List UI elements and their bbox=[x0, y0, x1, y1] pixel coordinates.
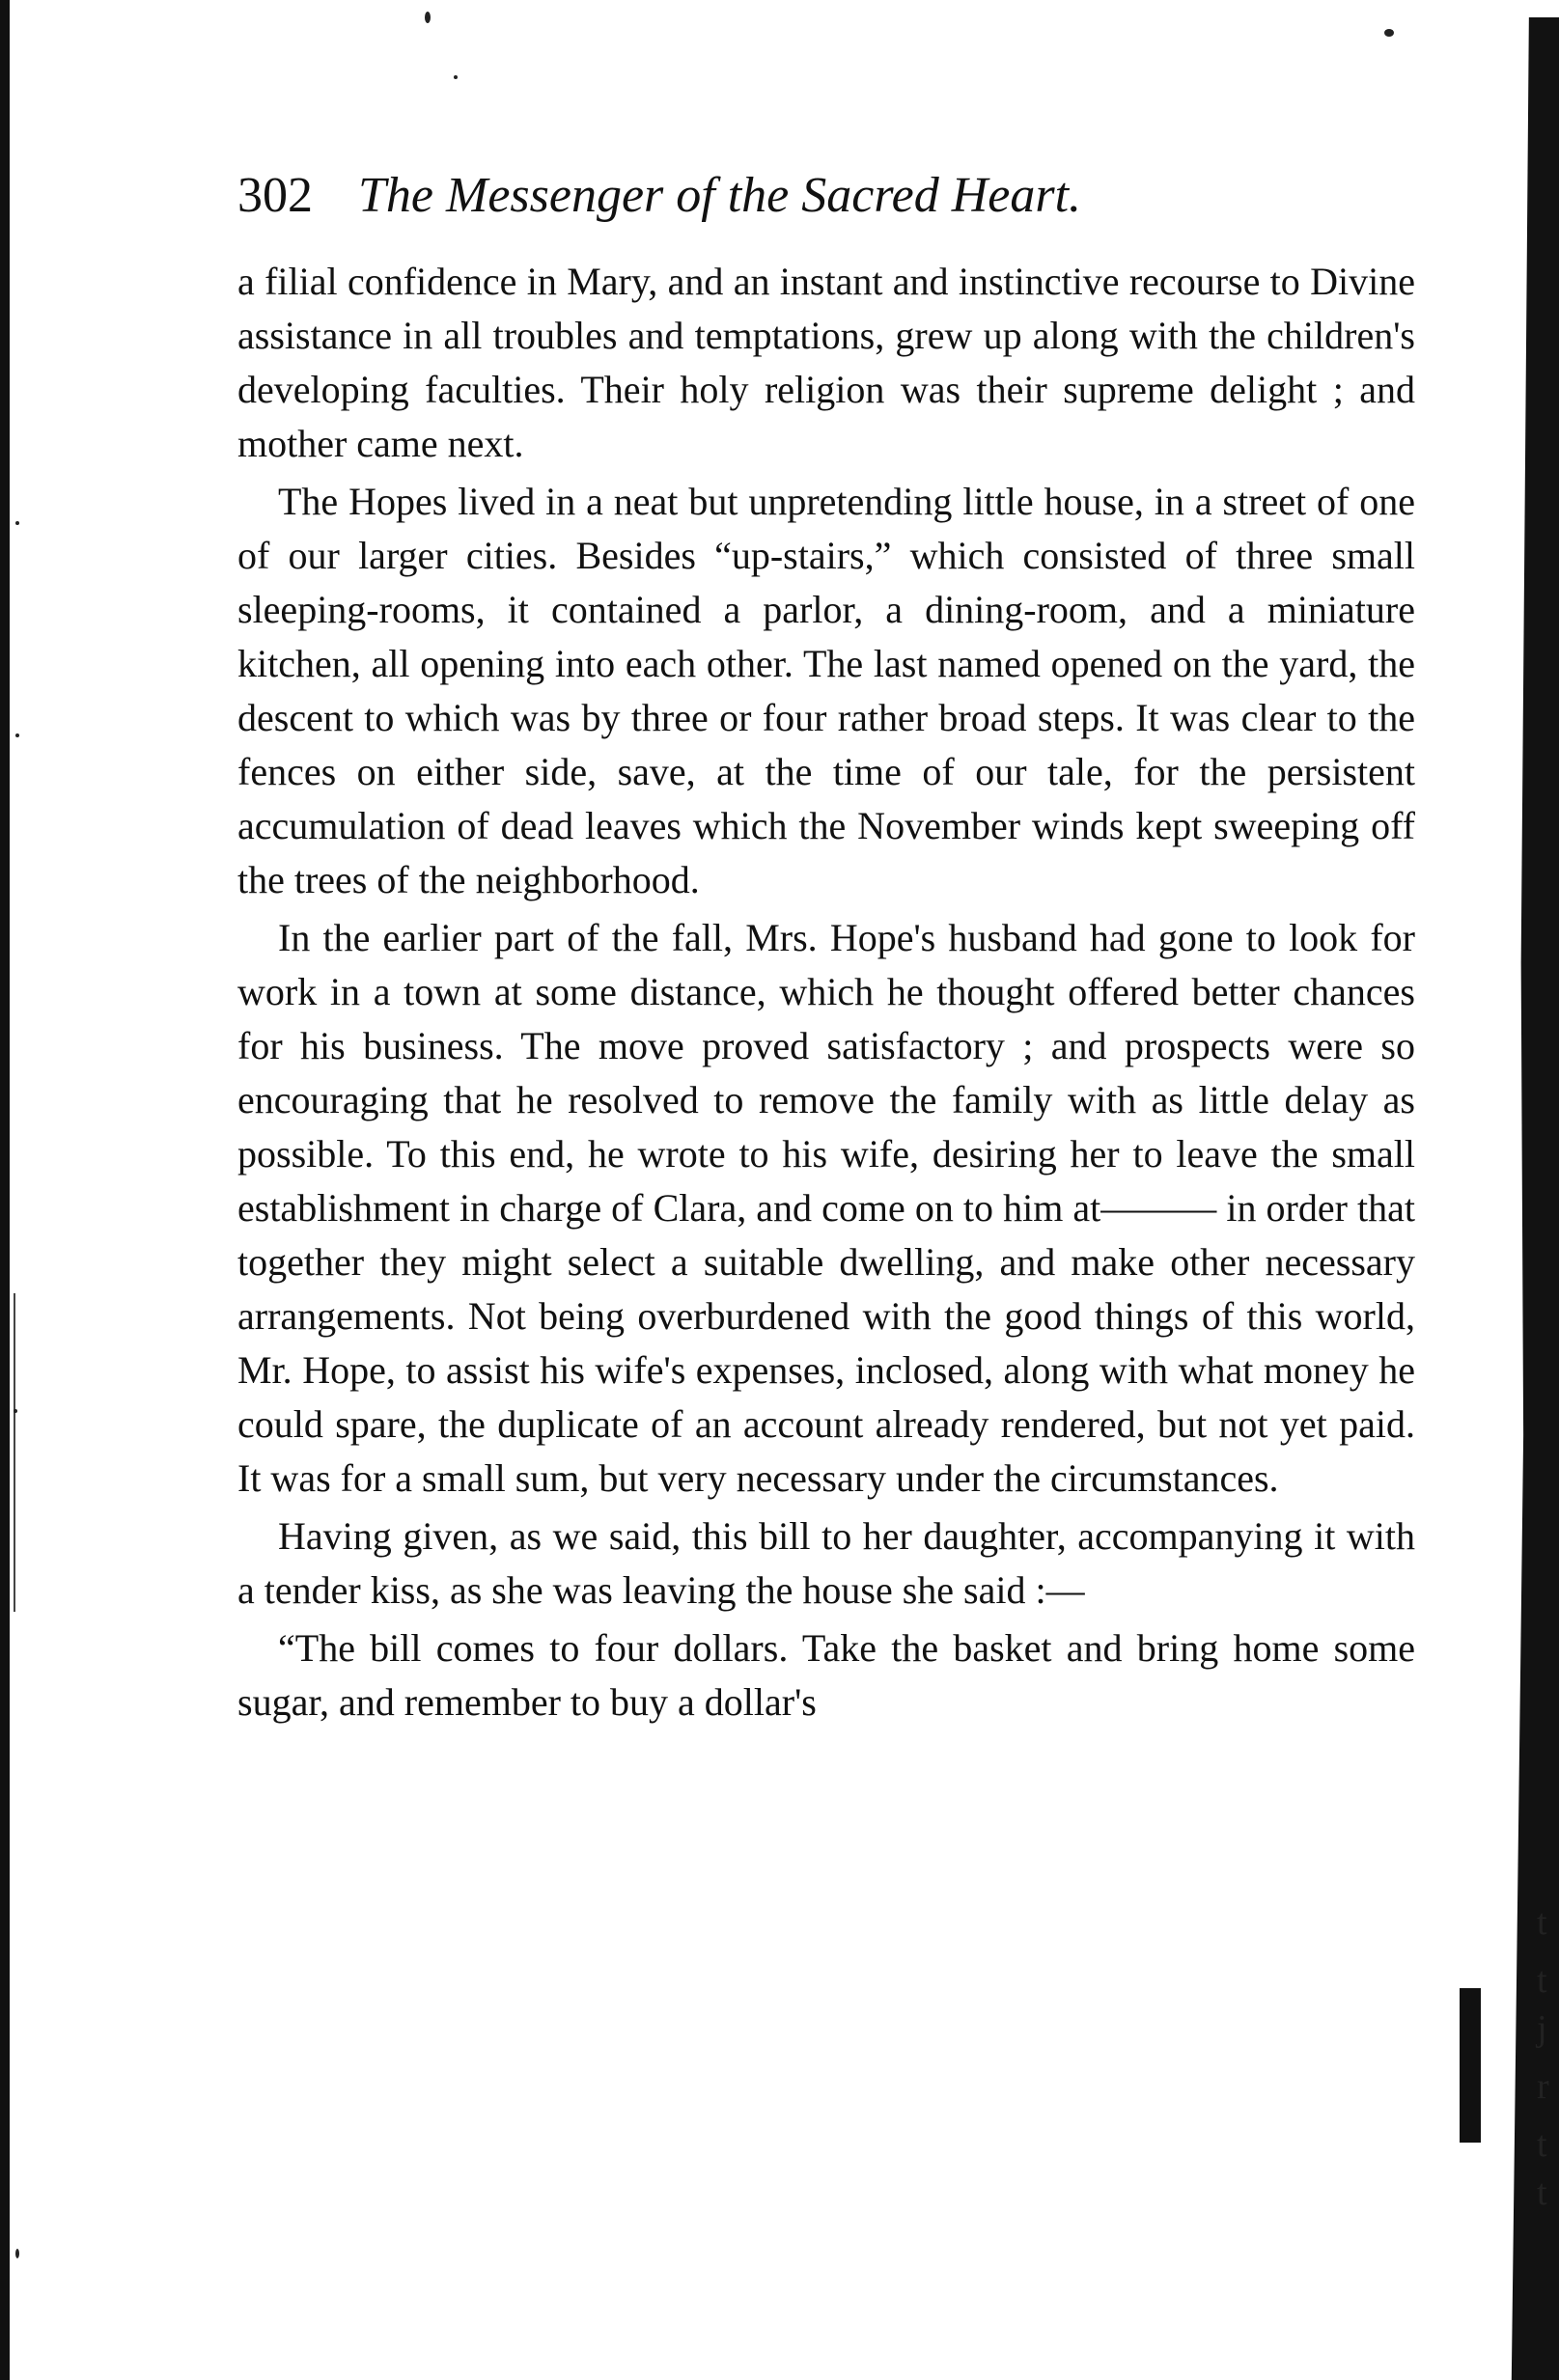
paragraph: Having given, as we said, this bill to her daughter, accompanying it with a tender kiss, as she was leaving the house she said :— bbox=[237, 1514, 1415, 1612]
page-edge-left-shadow bbox=[14, 1293, 15, 1612]
page-edge-left bbox=[0, 0, 10, 2380]
scan-speck bbox=[454, 75, 458, 79]
scan-speck bbox=[1384, 29, 1394, 37]
page-edge-right-band bbox=[1460, 1988, 1481, 2143]
running-title: The Messenger of the Sacred Heart. bbox=[358, 168, 1082, 223]
margin-fragment: t bbox=[1537, 1960, 1547, 2001]
scan-speck bbox=[15, 521, 19, 525]
page-content bbox=[237, 162, 1415, 1730]
scan-speck bbox=[14, 1409, 17, 1413]
scan-speck bbox=[15, 733, 19, 737]
scan-speck bbox=[425, 12, 431, 23]
page-number: 302 bbox=[237, 168, 313, 223]
paragraph: “The bill comes to four dollars. Take the basket and bring home some sugar, and remember to buy a dollar's bbox=[237, 1626, 1415, 1724]
paragraph: a filial confidence in Mary, and an instant and instinctive recourse to Divine assistance in all troubles and temptations, grew up along with the children's developing faculties. Their holy religion was their supreme delight ; and mother came next. bbox=[237, 260, 1415, 465]
margin-fragment: t bbox=[1537, 2172, 1547, 2213]
scan-speck bbox=[15, 2249, 19, 2258]
margin-fragment: j bbox=[1537, 2008, 1547, 2049]
margin-fragment: r bbox=[1537, 2066, 1549, 2107]
margin-fragment: t bbox=[1537, 1902, 1547, 1943]
paragraph: In the earlier part of the fall, Mrs. Hope's husband had gone to look for work in a town at some distance, which he thought offered better chances for his business. The move proved satisfactory ; and prospects were so encouraging that he resolved to remove the family with as little delay as possible. To this end, he wrote to his wife, desiring her to leave the small establishment in charge of Clara, and come on to him at——— in order that together they might select a suitable dwelling, and make other necessary arrangements. Not being overburdened with the good things of this world, Mr. Hope, to assist his wife's expenses, inclosed, along with what money he could spare, the duplicate of an account already rendered, but not yet paid. It was for a small sum, but very necessary under the circumstances. bbox=[237, 916, 1415, 1500]
running-head bbox=[237, 162, 1415, 230]
paragraph: The Hopes lived in a neat but unpretending little house, in a street of one of our larger cities. Besides “up-stairs,” which consisted of three small sleeping-rooms, it contained a parlor, a dining-room, and a miniature kitchen, all opening into each other. The last named opened on the yard, the descent to which was by three or four rather broad steps. It was clear to the fences on either side, save, at the time of our tale, for the persistent accumulation of dead leaves which the November winds kept sweeping off the trees of the neighborhood. bbox=[237, 480, 1415, 901]
margin-fragment: t bbox=[1537, 2124, 1547, 2165]
